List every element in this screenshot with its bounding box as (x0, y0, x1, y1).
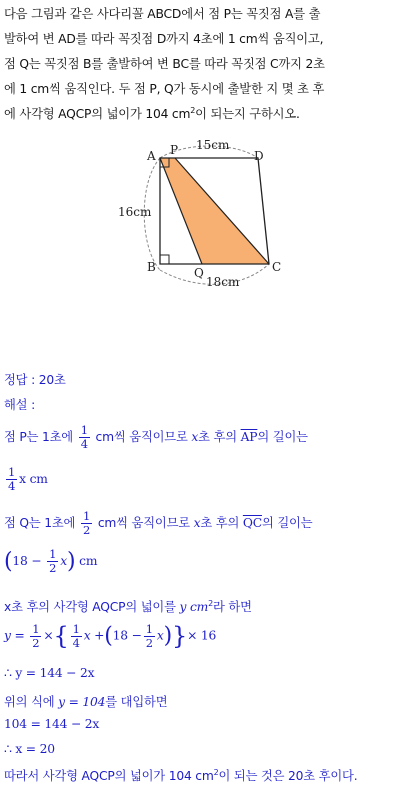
vertex-b-label: B (147, 260, 156, 274)
question-line-5: 에 사각형 AQCP의 넓이가 104 $cm^2$이 되는지 구하시오. (4, 105, 300, 121)
trapezoid-figure (110, 138, 300, 298)
explanation-equation-1: y = $\frac{1}{2}$ ×{ $\frac{1}{4}$ x +(18 − $\frac{1}{2}$ x)}× 16 (4, 621, 217, 650)
explanation-line-p: 점 P는 1초에 $\frac{1}{4}$ cm씩 움직이므로 x초 후의 $\overline{AP}$의 길이는 (4, 423, 308, 451)
explanation-ap-length: $\frac{1}{4}$ x cm (8, 465, 48, 493)
explanation-line-q: 점 Q는 1초에 $\frac{1}{2}$ cm씩 움직이므로 x초 후의 $\overline{QC}$의 길이는 (4, 509, 313, 537)
explanation-substitution: 위의 식에 y = 104를 대입하면 (4, 695, 168, 709)
question-line-3: 점 Q는 꼭짓점 B를 출발하여 변 BC를 따라 꼭짓점 C까지 2초 (4, 57, 325, 71)
answer-result: 정답 : 20초 (4, 373, 66, 387)
explanation-label: 해설 : (4, 398, 36, 412)
right-angle-mark-b (160, 255, 169, 264)
question-line-4: 에 1 cm씩 움직인다. 두 점 P, Q가 동시에 출발한 지 몇 초 후 (4, 82, 325, 96)
segment-qc: $\overline{QC}$ (242, 516, 262, 530)
vertex-p-label: P (170, 143, 179, 157)
segment-ap: $\overline{AP}$ (240, 430, 258, 444)
bottom-length-label: 18cm (206, 275, 240, 289)
vertex-c-label: C (272, 260, 282, 274)
explanation-conclusion: 따라서 사각형 AQCP의 넓이가 104 $cm^2$이 되는 것은 20초 후이다. (4, 767, 358, 783)
height-label: 16cm (118, 205, 152, 219)
explanation-equation-3: 104 = 144 − 2x (4, 717, 100, 731)
explanation-area-def: x초 후의 사각형 AQCP의 넓이를 y $cm^2$라 하면 (4, 598, 252, 614)
top-length-label: 15cm (196, 138, 230, 152)
question-line-2: 발하여 변 AD를 따라 꼭짓점 D까지 4초에 1 cm씩 움직이고, (4, 32, 324, 46)
question-text (4, 2, 398, 127)
question-line-1: 다음 그림과 같은 사다리꼴 ABCD에서 점 P는 꼭짓점 A를 출 (4, 7, 321, 21)
vertex-q-label: Q (194, 266, 204, 280)
explanation-qc-length: (18 − $\frac{1}{2}$ x) cm (4, 547, 98, 575)
explanation-equation-4: ∴ x = 20 (4, 742, 55, 756)
explanation-equation-2: ∴ y = 144 − 2x (4, 666, 95, 680)
vertex-a-label: A (147, 149, 156, 163)
shaded-quadrilateral-aqcp (160, 158, 269, 264)
vertex-d-label: D (254, 149, 264, 163)
